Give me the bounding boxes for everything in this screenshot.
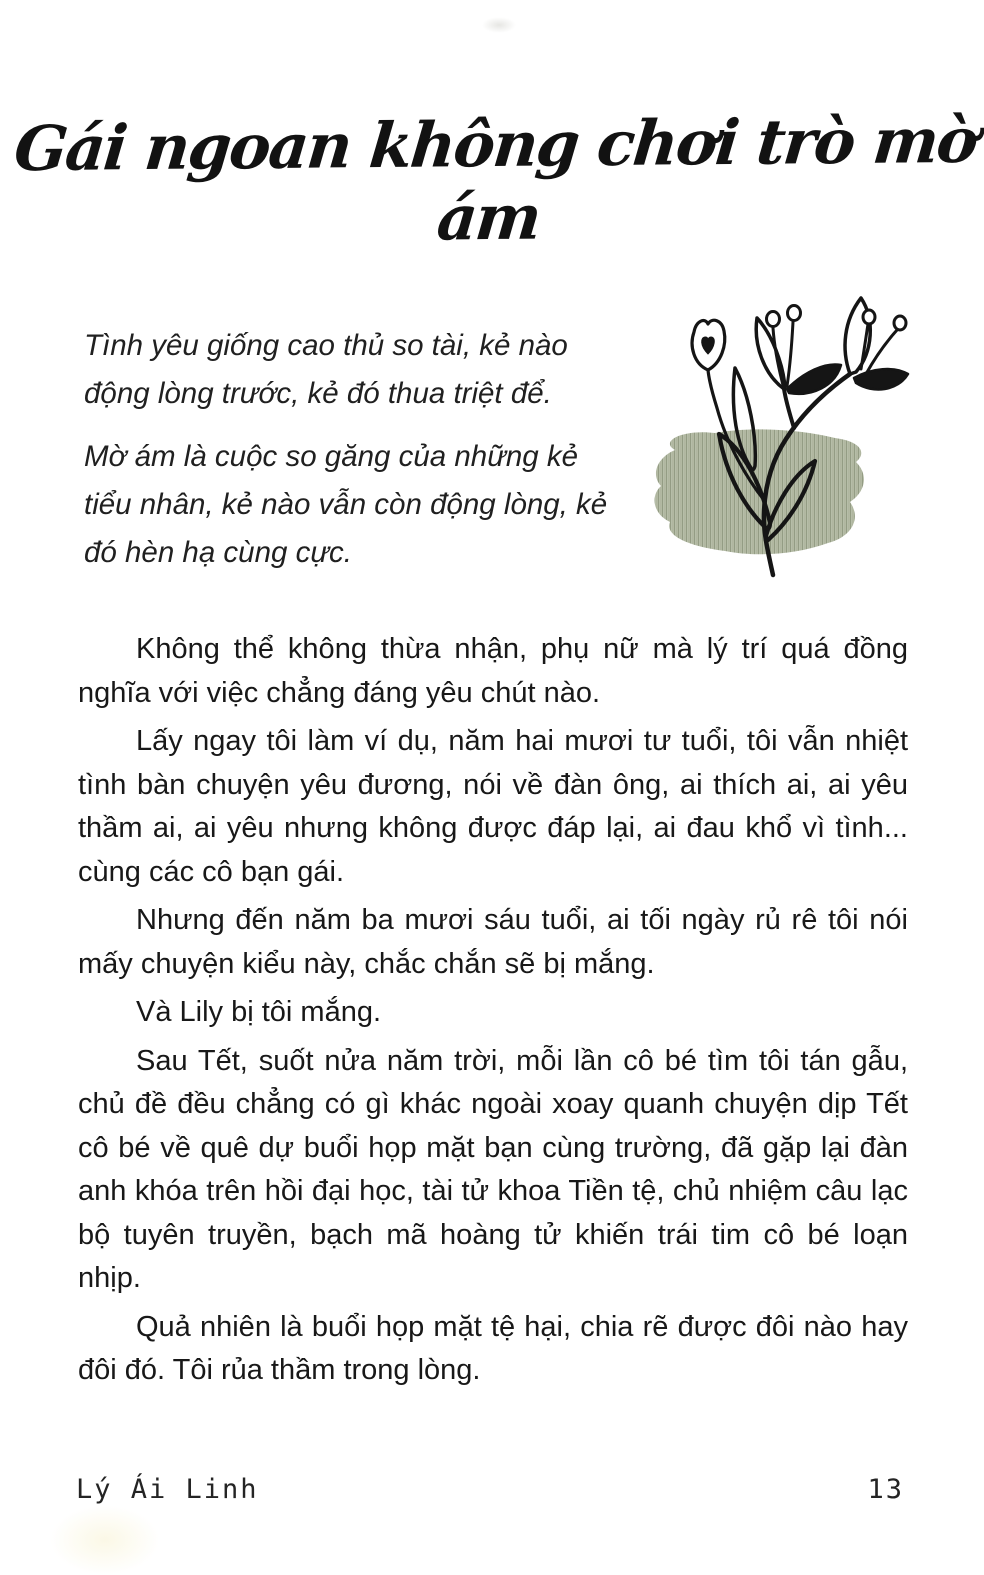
body-paragraph: Và Lily bị tôi mắng.	[136, 996, 382, 1028]
body-paragraph: Quả nhiên là buổi họp mặt tệ hại, chia rẽ được đôi nào hay đôi đó. Tôi rủa thầm trong lòng.	[78, 1310, 908, 1386]
chapter-title: Gái ngoan không chơi trò mờ ám	[11, 103, 980, 255]
page-footer	[76, 1474, 904, 1505]
epigraph-paragraph: Mờ ám là cuộc so găng của những kẻ tiểu nhân, kẻ nào vẫn còn động lòng, kẻ đó hèn hạ cùng cực.	[84, 440, 608, 569]
scan-artifact-top	[482, 17, 516, 33]
body-paragraph: Nhưng đến năm ba mươi sáu tuổi, ai tối ngày rủ rê tôi nói mấy chuyện kiểu này, chắc chắn sẽ bị mắng.	[78, 904, 908, 980]
body-text	[78, 628, 908, 1398]
author-name: Lý Ái Linh	[76, 1474, 259, 1505]
body-paragraph: Lấy ngay tôi làm ví dụ, năm hai mươi tư tuổi, tôi vẫn nhiệt tình bàn chuyện yêu đương, nói về đàn ông, ai thích ai, ai yêu thầm ai, ai yêu nhưng không được đáp lại, ai đau khổ vì tình... cùng các cô bạn gái.	[78, 725, 908, 888]
page-number: 13	[867, 1474, 904, 1505]
flower-illustration	[645, 290, 913, 580]
body-paragraph: Sau Tết, suốt nửa năm trời, mỗi lần cô bé tìm tôi tán gẫu, chủ đề đều chẳng có gì khác ngoài xoay quanh chuyện dịp Tết cô bé về quê dự buổi họp mặt bạn cùng trường, đã gặp lại đàn anh khóa trên hồi đại học, tài tử khoa Tiền tệ, chủ nhiệm câu lạc bộ tuyên truyền, bạch mã hoàng tử khiến trái tim cô bé loạn nhịp.	[78, 1044, 908, 1294]
flower-sketch-icon	[645, 290, 913, 580]
epigraph-paragraph: Tình yêu giống cao thủ so tài, kẻ nào động lòng trước, kẻ đó thua triệt để.	[84, 329, 568, 410]
epigraph	[84, 322, 632, 577]
body-paragraph: Không thể không thừa nhận, phụ nữ mà lý trí quá đồng nghĩa với việc chẳng đáng yêu chút nào.	[78, 633, 908, 709]
scan-artifact-bottom	[50, 1505, 160, 1575]
